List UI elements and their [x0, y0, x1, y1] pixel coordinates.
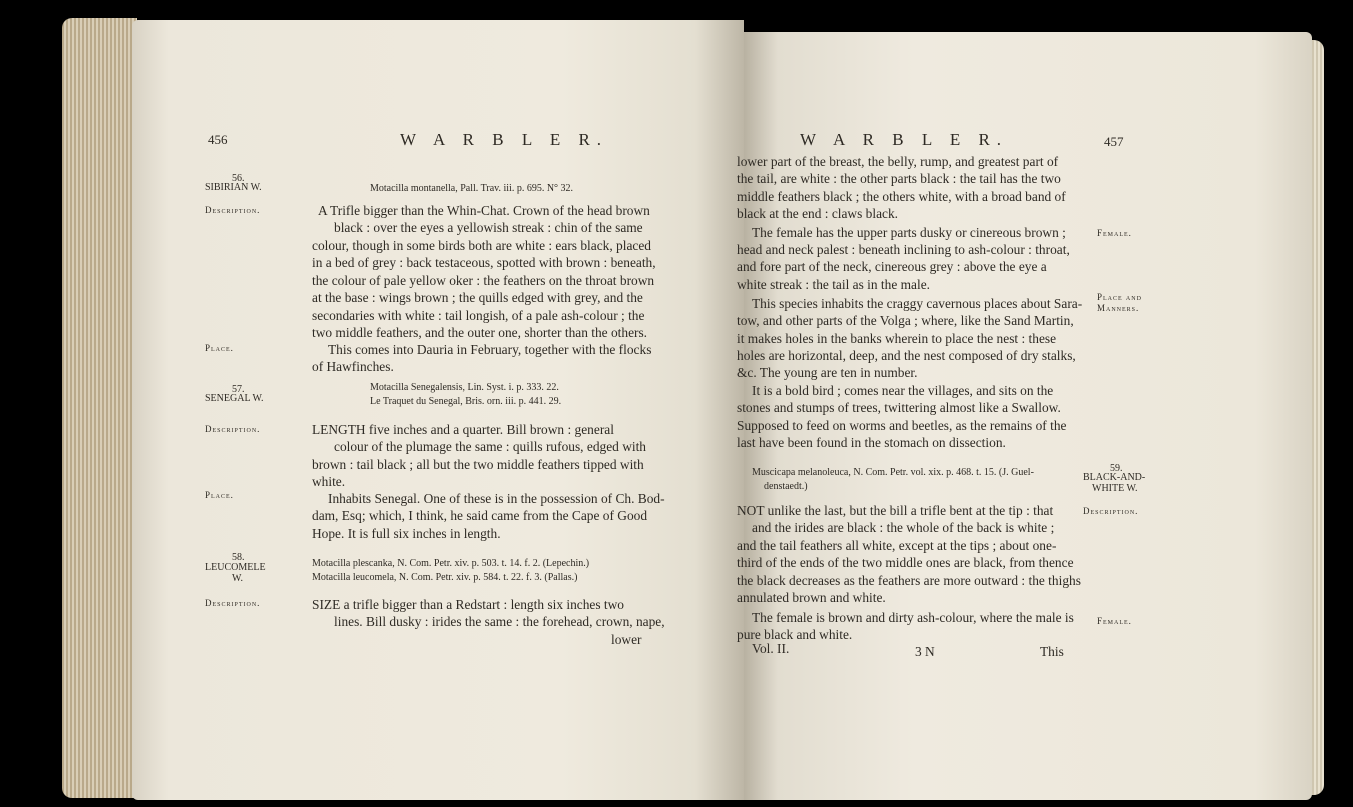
entry-name: LEUCOMELE — [205, 562, 266, 573]
margin-label: Description. — [1083, 506, 1139, 516]
margin-label: Description. — [205, 205, 261, 215]
paragraph-line: A Trifle bigger than the Whin-Chat. Crown of the head brown — [318, 203, 650, 218]
margin-label: Place. — [205, 490, 234, 500]
paragraph-line: Inhabits Senegal. One of these is in the possession of Ch. Bod- — [328, 491, 665, 506]
paragraph-line: two middle feathers, and the outer one, shorter than the others. — [312, 325, 648, 340]
margin-label: Description. — [205, 598, 261, 608]
paragraph-line: and the irides are black : the whole of the back is white ; — [752, 520, 1055, 535]
margin-label: Female. — [1097, 616, 1132, 626]
paragraph-line: This species inhabits the craggy cavernous places about Sara- — [752, 296, 1083, 311]
paragraph-line: SIZE a trifle bigger than a Redstart : length six inches two — [312, 597, 624, 612]
reference: Motacilla plescanka, N. Com. Petr. xiv. p. 503. t. 14. f. 2. (Lepechin.) — [312, 558, 590, 569]
catchword: lower — [611, 632, 642, 647]
open-book — [62, 10, 1312, 800]
paragraph-line: white streak : the tail as in the male. — [737, 277, 930, 292]
catchword: This — [1040, 644, 1064, 659]
paragraph-line: black at the end : claws black. — [737, 206, 898, 221]
paragraph-line: LENGTH five inches and a quarter. Bill brown : general — [312, 422, 614, 437]
page-number: 456 — [208, 132, 228, 147]
paragraph-line: the colour of pale yellow oker : the feathers on the throat brown — [312, 273, 655, 288]
paragraph-line: Supposed to feed on worms and beetles, as the remains of the — [737, 418, 1067, 433]
entry-name: SENEGAL W. — [205, 393, 264, 404]
paragraph-line: and fore part of the neck, cinereous grey : above the eye a — [737, 259, 1047, 274]
paragraph-line: The female has the upper parts dusky or cinereous brown ; — [752, 225, 1066, 240]
reference: Le Traquet du Senegal, Bris. orn. iii. p. 441. 29. — [370, 396, 562, 407]
paragraph-line: secondaries with white : tail longish, of a pale ash-colour ; the — [312, 308, 645, 323]
paragraph-line: brown : tail black ; all but the two middle feathers tipped with — [312, 457, 644, 472]
entry-number: 59. — [1110, 463, 1123, 474]
paragraph-line: it makes holes in the banks wherein to place the nest : these — [737, 331, 1057, 346]
entry-number: 58. — [232, 552, 245, 563]
paragraph-line: stones and stumps of trees, twittering almost like a Swallow. — [737, 400, 1061, 415]
paragraph-line: annulated brown and white. — [737, 590, 886, 605]
margin-label: Manners. — [1097, 303, 1140, 313]
reference: Muscicapa melanoleuca, N. Com. Petr. vol. xix. p. 468. t. 15. (J. Guel- — [752, 467, 1034, 478]
paragraph-line: The female is brown and dirty ash-colour, where the male is — [752, 610, 1074, 625]
entry-name: BLACK-AND- — [1083, 472, 1146, 483]
paragraph-line: NOT unlike the last, but the bill a trifle bent at the tip : that — [737, 503, 1054, 518]
margin-label: Place. — [205, 343, 234, 353]
entry-number: 56. — [232, 173, 245, 184]
paragraph-line: third of the ends of the two middle ones are black, from thence — [737, 555, 1074, 570]
running-head: W A R B L E R. — [400, 130, 609, 149]
paragraph-line: Hope. It is full six inches in length. — [312, 526, 501, 541]
entry-name: SIBIRIAN W. — [205, 182, 262, 193]
paragraph-line: black : over the eyes a yellowish streak : chin of the same — [334, 220, 643, 235]
paragraph-line: of Hawfinches. — [312, 359, 394, 374]
paragraph-line: It is a bold bird ; comes near the villages, and sits on the — [752, 383, 1054, 398]
entry-number: 57. — [232, 384, 245, 395]
paragraph-line: tow, and other parts of the Volga ; where, like the Sand Martin, — [737, 313, 1074, 328]
reference: Motacilla montanella, Pall. Trav. iii. p. 695. N° 32. — [370, 183, 574, 194]
entry-name: WHITE W. — [1092, 483, 1138, 494]
margin-label: Description. — [205, 424, 261, 434]
paragraph-line: head and neck palest : beneath inclining to ash-colour : throat, — [737, 242, 1070, 257]
paragraph-line: at the base : wings brown ; the quills edged with grey, and the — [312, 290, 643, 305]
paragraph-line: and the tail feathers all white, except at the tips ; about one- — [737, 538, 1057, 553]
paragraph-line: &c. The young are ten in number. — [737, 365, 918, 380]
paragraph-line: in a bed of grey : back testaceous, spotted with brown : beneath, — [312, 255, 656, 270]
paragraph-line: white. — [312, 474, 346, 489]
margin-label: Place and — [1097, 292, 1142, 302]
reference: Motacilla Senegalensis, Lin. Syst. i. p. 333. 22. — [370, 382, 559, 393]
paragraph-line: the black decreases as the feathers are more outward : the thighs — [737, 573, 1081, 588]
reference: denstaedt.) — [764, 481, 808, 492]
paragraph-line: lines. Bill dusky : irides the same : the forehead, crown, nape, — [334, 614, 665, 629]
paragraph-line: holes are horizontal, deep, and the nest composed of dry stalks, — [737, 348, 1076, 363]
running-head: W A R B L E R. — [800, 130, 1009, 149]
paragraph-line: the tail, are white : the other parts black : the tail has the two — [737, 171, 1061, 186]
paragraph-line: This comes into Dauria in February, together with the flocks — [328, 342, 652, 357]
entry-name: W. — [232, 573, 244, 584]
paragraph-line: dam, Esq; which, I think, he said came from the Cape of Good — [312, 508, 648, 523]
reference: Motacilla leucomela, N. Com. Petr. xiv. p. 584. t. 22. f. 3. (Pallas.) — [312, 572, 578, 583]
paragraph-line: pure black and white. — [737, 627, 853, 642]
paragraph-line: lower part of the breast, the belly, rump, and greatest part of — [737, 154, 1059, 169]
paragraph-line: colour, though in some birds both are white : ears black, placed — [312, 238, 651, 253]
signature-mark: 3 N — [915, 644, 935, 659]
left-page-edges — [62, 18, 137, 798]
page-number: 457 — [1104, 134, 1124, 149]
margin-label: Female. — [1097, 228, 1132, 238]
paragraph-line: middle feathers black ; the others white, with a broad band of — [737, 189, 1066, 204]
paragraph-line: last have been found in the stomach on dissection. — [737, 435, 1006, 450]
paragraph-line: colour of the plumage the same : quills rufous, edged with — [334, 439, 647, 454]
volume-label: Vol. II. — [752, 641, 790, 656]
